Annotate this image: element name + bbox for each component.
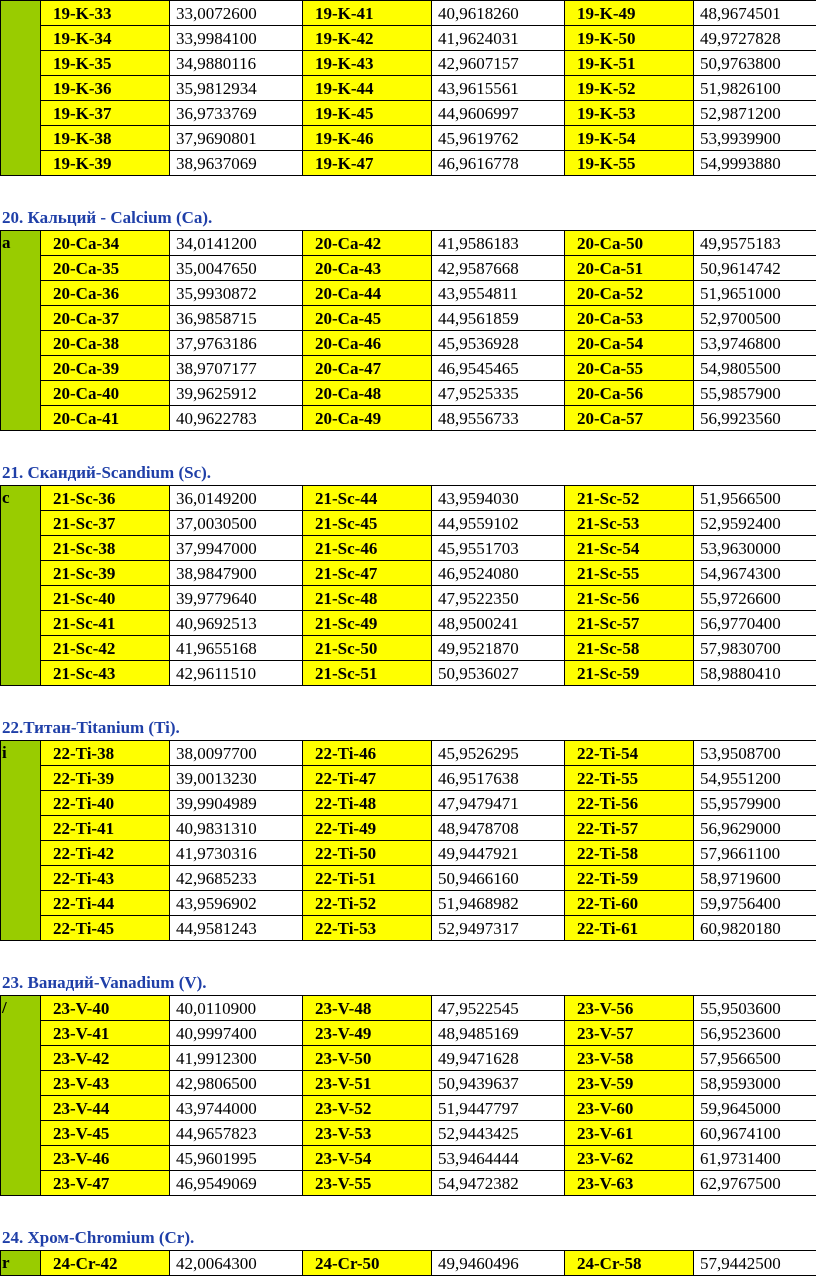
isotope-mass-cell: 45,9551703 — [432, 536, 565, 561]
isotope-name-cell: 22-Ti-46 — [303, 741, 432, 766]
isotope-mass-cell: 51,9447797 — [432, 1096, 565, 1121]
isotope-mass-cell: 39,9625912 — [170, 381, 303, 406]
isotope-name-cell: 21-Sc-44 — [303, 486, 432, 511]
isotope-mass-cell: 36,9858715 — [170, 306, 303, 331]
isotope-name-cell: 21-Sc-52 — [565, 486, 694, 511]
isotope-mass-cell: 53,9464444 — [432, 1146, 565, 1171]
isotope-name-cell: 21-Sc-36 — [41, 486, 170, 511]
isotope-table — [0, 0, 816, 176]
table-row — [1, 816, 816, 841]
isotope-mass-cell: 40,9692513 — [170, 611, 303, 636]
isotope-name-cell: 22-Ti-50 — [303, 841, 432, 866]
isotope-name-cell: 22-Ti-58 — [565, 841, 694, 866]
isotope-name-cell: 23-V-62 — [565, 1146, 694, 1171]
isotope-name-cell: 21-Sc-59 — [565, 661, 694, 686]
isotope-name-cell: 19-K-39 — [41, 151, 170, 176]
table-row — [1, 511, 816, 536]
isotope-mass-cell: 41,9655168 — [170, 636, 303, 661]
isotope-name-cell: 20-Ca-46 — [303, 331, 432, 356]
isotope-mass-cell: 45,9601995 — [170, 1146, 303, 1171]
isotope-name-cell: 23-V-45 — [41, 1121, 170, 1146]
table-row — [1, 636, 816, 661]
isotope-mass-cell: 53,9630000 — [694, 536, 816, 561]
isotope-name-cell: 19-K-47 — [303, 151, 432, 176]
isotope-name-cell: 20-Ca-42 — [303, 231, 432, 256]
isotope-mass-cell: 49,9727828 — [694, 26, 816, 51]
isotope-name-cell: 19-K-36 — [41, 76, 170, 101]
isotope-table — [0, 740, 816, 941]
table-row — [1, 381, 816, 406]
table-row — [1, 996, 816, 1021]
isotope-mass-cell: 42,9685233 — [170, 866, 303, 891]
isotope-mass-cell: 41,9912300 — [170, 1046, 303, 1071]
table-row — [1, 151, 816, 176]
isotope-mass-cell: 44,9561859 — [432, 306, 565, 331]
isotope-name-cell: 21-Sc-57 — [565, 611, 694, 636]
isotope-mass-cell: 43,9744000 — [170, 1096, 303, 1121]
section-title: 20. Кальций - Calcium (Ca). — [0, 206, 816, 230]
section-title: 22.Титан-Titanium (Ti). — [0, 716, 816, 740]
section-title: 23. Ванадий-Vanadium (V). — [0, 971, 816, 995]
isotope-mass-cell: 51,9566500 — [694, 486, 816, 511]
isotope-table — [0, 230, 816, 431]
isotope-name-cell: 20-Ca-50 — [565, 231, 694, 256]
isotope-mass-cell: 42,9587668 — [432, 256, 565, 281]
isotope-name-cell: 19-K-33 — [41, 1, 170, 26]
table-row — [1, 536, 816, 561]
isotope-name-cell: 23-V-53 — [303, 1121, 432, 1146]
isotope-name-cell: 19-K-53 — [565, 101, 694, 126]
isotope-mass-cell: 38,9847900 — [170, 561, 303, 586]
isotope-mass-cell: 43,9554811 — [432, 281, 565, 306]
isotope-mass-cell: 35,9930872 — [170, 281, 303, 306]
table-row — [1, 611, 816, 636]
isotope-mass-cell: 50,9439637 — [432, 1071, 565, 1096]
isotope-name-cell: 20-Ca-52 — [565, 281, 694, 306]
table-row — [1, 256, 816, 281]
isotope-mass-cell: 52,9592400 — [694, 511, 816, 536]
isotope-name-cell: 20-Ca-37 — [41, 306, 170, 331]
isotope-mass-cell: 53,9939900 — [694, 126, 816, 151]
isotope-name-cell: 19-K-49 — [565, 1, 694, 26]
isotope-name-cell: 21-Sc-50 — [303, 636, 432, 661]
isotope-mass-cell: 61,9731400 — [694, 1146, 816, 1171]
isotope-name-cell: 21-Sc-46 — [303, 536, 432, 561]
isotope-name-cell: 22-Ti-57 — [565, 816, 694, 841]
isotope-name-cell: 20-Ca-43 — [303, 256, 432, 281]
isotope-mass-cell: 59,9645000 — [694, 1096, 816, 1121]
table-row — [1, 661, 816, 686]
isotope-mass-cell: 33,9984100 — [170, 26, 303, 51]
isotope-mass-cell: 49,9460496 — [432, 1251, 565, 1276]
isotope-mass-cell: 52,9497317 — [432, 916, 565, 941]
isotope-mass-cell: 36,0149200 — [170, 486, 303, 511]
isotope-mass-cell: 57,9566500 — [694, 1046, 816, 1071]
isotope-mass-cell: 52,9700500 — [694, 306, 816, 331]
isotope-mass-cell: 46,9545465 — [432, 356, 565, 381]
isotope-mass-cell: 50,9614742 — [694, 256, 816, 281]
isotope-name-cell: 22-Ti-43 — [41, 866, 170, 891]
table-row — [1, 76, 816, 101]
isotope-name-cell: 20-Ca-34 — [41, 231, 170, 256]
isotope-name-cell: 24-Cr-58 — [565, 1251, 694, 1276]
isotope-mass-cell: 56,9629000 — [694, 816, 816, 841]
table-row — [1, 26, 816, 51]
isotope-mass-cell: 47,9522350 — [432, 586, 565, 611]
isotope-name-cell: 23-V-40 — [41, 996, 170, 1021]
table-row — [1, 1121, 816, 1146]
isotope-mass-cell: 53,9508700 — [694, 741, 816, 766]
isotope-mass-cell: 46,9517638 — [432, 766, 565, 791]
isotope-mass-cell: 35,9812934 — [170, 76, 303, 101]
isotope-name-cell: 21-Sc-40 — [41, 586, 170, 611]
isotope-mass-cell: 37,9947000 — [170, 536, 303, 561]
isotope-name-cell: 21-Sc-45 — [303, 511, 432, 536]
isotope-mass-cell: 42,9607157 — [432, 51, 565, 76]
isotope-name-cell: 20-Ca-48 — [303, 381, 432, 406]
table-row — [1, 791, 816, 816]
isotope-name-cell: 22-Ti-52 — [303, 891, 432, 916]
isotope-mass-cell: 48,9674501 — [694, 1, 816, 26]
isotope-table — [0, 995, 816, 1196]
element-side-cell: i — [1, 741, 41, 941]
isotope-mass-cell: 37,9690801 — [170, 126, 303, 151]
isotope-mass-cell: 45,9619762 — [432, 126, 565, 151]
isotope-mass-cell: 58,9880410 — [694, 661, 816, 686]
isotope-mass-cell: 54,9805500 — [694, 356, 816, 381]
isotope-mass-cell: 43,9596902 — [170, 891, 303, 916]
isotope-mass-cell: 50,9763800 — [694, 51, 816, 76]
isotope-name-cell: 21-Sc-39 — [41, 561, 170, 586]
isotope-mass-cell: 44,9559102 — [432, 511, 565, 536]
isotope-name-cell: 19-K-52 — [565, 76, 694, 101]
isotope-name-cell: 20-Ca-54 — [565, 331, 694, 356]
isotope-name-cell: 23-V-57 — [565, 1021, 694, 1046]
table-row — [1, 406, 816, 431]
isotope-mass-cell: 48,9478708 — [432, 816, 565, 841]
isotope-mass-cell: 52,9871200 — [694, 101, 816, 126]
isotope-mass-cell: 47,9522545 — [432, 996, 565, 1021]
isotope-name-cell: 22-Ti-54 — [565, 741, 694, 766]
isotope-mass-cell: 60,9820180 — [694, 916, 816, 941]
isotope-name-cell: 19-K-45 — [303, 101, 432, 126]
table-row — [1, 126, 816, 151]
isotope-mass-cell: 48,9556733 — [432, 406, 565, 431]
isotope-name-cell: 20-Ca-57 — [565, 406, 694, 431]
isotope-mass-cell: 60,9674100 — [694, 1121, 816, 1146]
isotope-mass-cell: 51,9651000 — [694, 281, 816, 306]
isotope-name-cell: 19-K-50 — [565, 26, 694, 51]
isotope-name-cell: 20-Ca-56 — [565, 381, 694, 406]
isotope-name-cell: 19-K-55 — [565, 151, 694, 176]
isotope-mass-cell: 40,9618260 — [432, 1, 565, 26]
isotope-mass-cell: 49,9521870 — [432, 636, 565, 661]
isotope-name-cell: 19-K-37 — [41, 101, 170, 126]
isotope-name-cell: 20-Ca-39 — [41, 356, 170, 381]
isotope-name-cell: 23-V-49 — [303, 1021, 432, 1046]
isotope-name-cell: 19-K-38 — [41, 126, 170, 151]
isotope-name-cell: 22-Ti-51 — [303, 866, 432, 891]
isotope-mass-cell: 49,9575183 — [694, 231, 816, 256]
table-row — [1, 1, 816, 26]
isotope-mass-cell: 39,0013230 — [170, 766, 303, 791]
element-side-cell: c — [1, 486, 41, 686]
isotope-mass-cell: 55,9503600 — [694, 996, 816, 1021]
isotope-name-cell: 23-V-54 — [303, 1146, 432, 1171]
element-side-cell — [1, 1, 41, 176]
isotope-name-cell: 19-K-34 — [41, 26, 170, 51]
isotope-name-cell: 24-Cr-50 — [303, 1251, 432, 1276]
table-row — [1, 561, 816, 586]
isotope-name-cell: 23-V-52 — [303, 1096, 432, 1121]
isotope-name-cell: 23-V-47 — [41, 1171, 170, 1196]
isotope-name-cell: 23-V-51 — [303, 1071, 432, 1096]
isotope-mass-cell: 46,9616778 — [432, 151, 565, 176]
isotope-name-cell: 22-Ti-45 — [41, 916, 170, 941]
table-row — [1, 231, 816, 256]
isotope-mass-cell: 56,9923560 — [694, 406, 816, 431]
isotope-name-cell: 21-Sc-58 — [565, 636, 694, 661]
isotope-mass-cell: 51,9826100 — [694, 76, 816, 101]
isotope-mass-cell: 50,9466160 — [432, 866, 565, 891]
table-row — [1, 1021, 816, 1046]
isotope-mass-cell: 47,9525335 — [432, 381, 565, 406]
isotope-name-cell: 22-Ti-53 — [303, 916, 432, 941]
isotope-mass-cell: 41,9624031 — [432, 26, 565, 51]
isotope-mass-cell: 56,9770400 — [694, 611, 816, 636]
isotope-name-cell: 23-V-46 — [41, 1146, 170, 1171]
isotope-name-cell: 22-Ti-60 — [565, 891, 694, 916]
isotope-mass-cell: 40,9997400 — [170, 1021, 303, 1046]
isotope-name-cell: 21-Sc-53 — [565, 511, 694, 536]
isotope-name-cell: 23-V-59 — [565, 1071, 694, 1096]
isotope-name-cell: 22-Ti-55 — [565, 766, 694, 791]
isotope-mass-cell: 42,0064300 — [170, 1251, 303, 1276]
isotope-name-cell: 20-Ca-40 — [41, 381, 170, 406]
isotope-name-cell: 23-V-60 — [565, 1096, 694, 1121]
isotope-mass-cell: 41,9730316 — [170, 841, 303, 866]
table-row — [1, 1171, 816, 1196]
isotope-name-cell: 23-V-42 — [41, 1046, 170, 1071]
isotope-mass-cell: 49,9447921 — [432, 841, 565, 866]
isotope-mass-cell: 43,9594030 — [432, 486, 565, 511]
table-row — [1, 891, 816, 916]
isotope-name-cell: 19-K-42 — [303, 26, 432, 51]
isotope-mass-cell: 34,0141200 — [170, 231, 303, 256]
isotope-name-cell: 21-Sc-47 — [303, 561, 432, 586]
isotope-mass-cell: 39,9904989 — [170, 791, 303, 816]
isotope-mass-cell: 35,0047650 — [170, 256, 303, 281]
table-row — [1, 281, 816, 306]
isotope-name-cell: 23-V-43 — [41, 1071, 170, 1096]
element-side-cell: / — [1, 996, 41, 1196]
isotope-mass-cell: 52,9443425 — [432, 1121, 565, 1146]
table-row — [1, 331, 816, 356]
isotope-mass-cell: 44,9657823 — [170, 1121, 303, 1146]
isotope-name-cell: 22-Ti-44 — [41, 891, 170, 916]
isotope-name-cell: 19-K-51 — [565, 51, 694, 76]
table-row — [1, 1146, 816, 1171]
isotope-name-cell: 22-Ti-61 — [565, 916, 694, 941]
isotope-mass-cell: 44,9606997 — [432, 101, 565, 126]
isotope-mass-cell: 39,9779640 — [170, 586, 303, 611]
isotope-mass-cell: 45,9526295 — [432, 741, 565, 766]
isotope-mass-cell: 57,9830700 — [694, 636, 816, 661]
isotope-name-cell: 23-V-55 — [303, 1171, 432, 1196]
isotope-name-cell: 24-Cr-42 — [41, 1251, 170, 1276]
table-row — [1, 841, 816, 866]
isotope-name-cell: 20-Ca-38 — [41, 331, 170, 356]
isotope-name-cell: 23-V-56 — [565, 996, 694, 1021]
isotope-name-cell: 21-Sc-43 — [41, 661, 170, 686]
isotope-name-cell: 21-Sc-37 — [41, 511, 170, 536]
isotope-name-cell: 23-V-44 — [41, 1096, 170, 1121]
table-row — [1, 356, 816, 381]
isotope-mass-cell: 38,9637069 — [170, 151, 303, 176]
isotope-mass-cell: 51,9468982 — [432, 891, 565, 916]
element-side-cell: r — [1, 1251, 41, 1276]
isotope-name-cell: 20-Ca-41 — [41, 406, 170, 431]
isotope-mass-cell: 55,9726600 — [694, 586, 816, 611]
isotope-mass-cell: 55,9857900 — [694, 381, 816, 406]
isotope-name-cell: 21-Sc-54 — [565, 536, 694, 561]
isotope-name-cell: 22-Ti-47 — [303, 766, 432, 791]
isotope-mass-cell: 36,9733769 — [170, 101, 303, 126]
table-row — [1, 866, 816, 891]
table-row — [1, 741, 816, 766]
element-side-cell: a — [1, 231, 41, 431]
isotope-name-cell: 22-Ti-48 — [303, 791, 432, 816]
isotope-mass-cell: 57,9661100 — [694, 841, 816, 866]
isotope-mass-cell: 58,9719600 — [694, 866, 816, 891]
isotope-name-cell: 20-Ca-45 — [303, 306, 432, 331]
isotope-name-cell: 19-K-46 — [303, 126, 432, 151]
table-row — [1, 766, 816, 791]
isotope-name-cell: 22-Ti-42 — [41, 841, 170, 866]
isotope-name-cell: 21-Sc-48 — [303, 586, 432, 611]
isotope-name-cell: 22-Ti-40 — [41, 791, 170, 816]
isotope-mass-cell: 54,9472382 — [432, 1171, 565, 1196]
isotope-name-cell: 21-Sc-41 — [41, 611, 170, 636]
isotope-name-cell: 23-V-41 — [41, 1021, 170, 1046]
table-row — [1, 51, 816, 76]
table-row — [1, 486, 816, 511]
isotope-name-cell: 20-Ca-47 — [303, 356, 432, 381]
isotope-name-cell: 20-Ca-55 — [565, 356, 694, 381]
isotope-mass-cell: 42,9611510 — [170, 661, 303, 686]
isotope-mass-cell: 49,9471628 — [432, 1046, 565, 1071]
isotope-mass-cell: 58,9593000 — [694, 1071, 816, 1096]
isotope-name-cell: 21-Sc-38 — [41, 536, 170, 561]
isotope-mass-cell: 40,9622783 — [170, 406, 303, 431]
section-title: 24. Хром-Chromium (Cr). — [0, 1226, 816, 1250]
table-row — [1, 1096, 816, 1121]
isotope-name-cell: 20-Ca-51 — [565, 256, 694, 281]
isotope-name-cell: 22-Ti-59 — [565, 866, 694, 891]
isotope-mass-cell: 47,9479471 — [432, 791, 565, 816]
isotope-name-cell: 23-V-58 — [565, 1046, 694, 1071]
isotope-mass-cell: 54,9551200 — [694, 766, 816, 791]
isotope-name-cell: 19-K-44 — [303, 76, 432, 101]
isotope-name-cell: 19-K-35 — [41, 51, 170, 76]
isotope-mass-cell: 57,9442500 — [694, 1251, 816, 1276]
isotope-name-cell: 20-Ca-53 — [565, 306, 694, 331]
isotope-name-cell: 23-V-63 — [565, 1171, 694, 1196]
isotope-mass-cell: 55,9579900 — [694, 791, 816, 816]
isotope-mass-cell: 41,9586183 — [432, 231, 565, 256]
isotope-mass-cell: 48,9485169 — [432, 1021, 565, 1046]
isotope-mass-cell: 48,9500241 — [432, 611, 565, 636]
isotope-name-cell: 23-V-48 — [303, 996, 432, 1021]
isotope-mass-cell: 38,0097700 — [170, 741, 303, 766]
isotope-name-cell: 21-Sc-42 — [41, 636, 170, 661]
isotope-table — [0, 1250, 816, 1276]
table-row — [1, 1046, 816, 1071]
table-row — [1, 586, 816, 611]
table-row — [1, 916, 816, 941]
isotope-mass-cell: 38,9707177 — [170, 356, 303, 381]
isotope-mass-cell: 37,0030500 — [170, 511, 303, 536]
isotope-name-cell: 20-Ca-49 — [303, 406, 432, 431]
isotope-mass-cell: 62,9767500 — [694, 1171, 816, 1196]
section-title: 21. Скандий-Scandium (Sc). — [0, 461, 816, 485]
isotope-mass-cell: 53,9746800 — [694, 331, 816, 356]
isotope-name-cell: 20-Ca-44 — [303, 281, 432, 306]
isotope-mass-cell: 54,9993880 — [694, 151, 816, 176]
isotope-mass-cell: 46,9524080 — [432, 561, 565, 586]
isotope-name-cell: 22-Ti-56 — [565, 791, 694, 816]
isotope-mass-cell: 40,0110900 — [170, 996, 303, 1021]
isotope-name-cell: 22-Ti-49 — [303, 816, 432, 841]
isotope-name-cell: 21-Sc-49 — [303, 611, 432, 636]
table-row — [1, 101, 816, 126]
isotope-mass-cell: 54,9674300 — [694, 561, 816, 586]
isotope-mass-cell: 44,9581243 — [170, 916, 303, 941]
isotope-mass-cell: 45,9536928 — [432, 331, 565, 356]
isotope-mass-cell: 37,9763186 — [170, 331, 303, 356]
isotope-name-cell: 23-V-50 — [303, 1046, 432, 1071]
isotope-name-cell: 22-Ti-41 — [41, 816, 170, 841]
isotope-name-cell: 22-Ti-38 — [41, 741, 170, 766]
isotope-mass-cell: 59,9756400 — [694, 891, 816, 916]
isotope-name-cell: 19-K-54 — [565, 126, 694, 151]
isotope-name-cell: 19-K-41 — [303, 1, 432, 26]
table-row — [1, 1251, 816, 1276]
isotope-name-cell: 22-Ti-39 — [41, 766, 170, 791]
isotope-name-cell: 21-Sc-56 — [565, 586, 694, 611]
isotope-mass-cell: 50,9536027 — [432, 661, 565, 686]
isotope-mass-cell: 40,9831310 — [170, 816, 303, 841]
isotope-name-cell: 20-Ca-36 — [41, 281, 170, 306]
isotope-mass-cell: 34,9880116 — [170, 51, 303, 76]
isotope-name-cell: 20-Ca-35 — [41, 256, 170, 281]
isotope-name-cell: 19-K-43 — [303, 51, 432, 76]
isotope-name-cell: 21-Sc-55 — [565, 561, 694, 586]
isotope-table — [0, 485, 816, 686]
isotope-mass-cell: 42,9806500 — [170, 1071, 303, 1096]
isotope-mass-cell: 43,9615561 — [432, 76, 565, 101]
isotope-mass-cell: 33,0072600 — [170, 1, 303, 26]
table-row — [1, 306, 816, 331]
isotope-name-cell: 21-Sc-51 — [303, 661, 432, 686]
isotope-mass-cell: 56,9523600 — [694, 1021, 816, 1046]
isotope-name-cell: 23-V-61 — [565, 1121, 694, 1146]
table-row — [1, 1071, 816, 1096]
isotope-mass-cell: 46,9549069 — [170, 1171, 303, 1196]
